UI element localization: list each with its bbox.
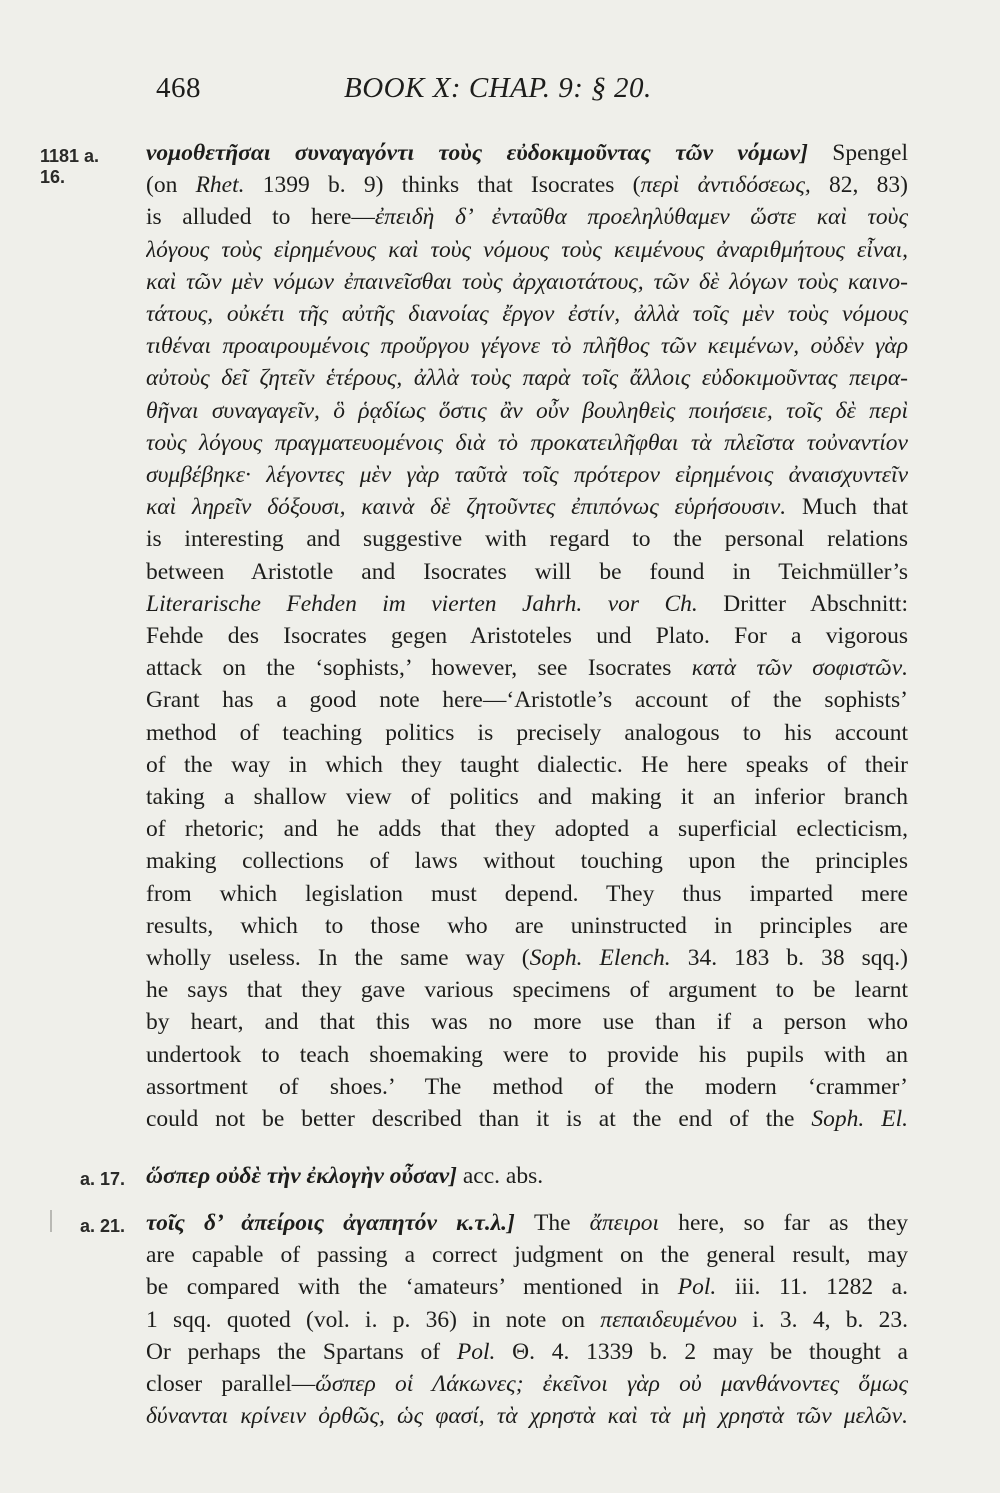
italic-title: Soph. Elench. xyxy=(529,945,671,971)
text-line xyxy=(146,655,908,689)
text-segment: results, which to those who are uninstructed in principles are xyxy=(146,912,908,939)
text-line xyxy=(146,1403,908,1437)
italic-title: Rhet. xyxy=(195,172,245,199)
text-line xyxy=(146,204,908,238)
text-line xyxy=(146,559,908,593)
greek-quotation: ἐπειδὴ δ’ ἐνταῦθα προεληλύθαμεν ὥστε καὶ τοὺς xyxy=(374,204,908,231)
text-segment: assortment of shoes.’ The method of the modern ‘crammer’ xyxy=(146,1073,908,1100)
text-segment: Grant has a good note here—‘Aristotle’s account of the sophists’ xyxy=(146,687,908,714)
text-segment: closer parallel— xyxy=(146,1371,316,1397)
text-segment: could not be better described than it is at the end of the xyxy=(146,1106,812,1132)
text-line xyxy=(146,687,908,721)
text-line xyxy=(146,945,908,979)
text-segment: 1399 b. 9) thinks that Isocrates ( xyxy=(244,172,641,199)
text-line xyxy=(146,462,908,496)
text-segment: between Aristotle and Isocrates will be found in Teichmüller’s xyxy=(146,558,908,585)
greek-quotation: πεπαιδευμένου xyxy=(600,1306,737,1333)
text-line xyxy=(146,1242,908,1276)
text-line xyxy=(146,1074,908,1108)
text-segment: is interesting and suggestive with regard to the personal relations xyxy=(146,526,908,553)
text-line xyxy=(146,977,908,1011)
italic-title: Literarische Fehden im vierten Jahrh. vor Ch. xyxy=(146,590,698,617)
lemma: ὥσπερ οὐδὲ τὴν ἐκλογὴν οὖσαν] xyxy=(146,1163,457,1189)
text-line xyxy=(146,365,908,399)
text-segment: Fehde des Isocrates gegen Aristoteles und Plato. For a vigorous xyxy=(146,623,908,649)
text-line xyxy=(146,623,908,657)
text-segment: of rhetoric; and he adds that they adopted a superficial eclecticism, xyxy=(146,816,908,843)
text-line xyxy=(146,237,908,271)
line-reference: a. 21. xyxy=(80,1216,126,1236)
text-line xyxy=(146,1042,908,1076)
text-segment: taking a shallow view of politics and making it an inferior branch xyxy=(146,784,908,810)
greek-quotation: τάτους, οὐκέτι τῆς αὐτῆς διανοίας ἔργον ἐστίν, ἀλλὰ τοῖς μὲν τοὺς νόμους xyxy=(146,301,908,327)
text-segment: here, so far as they xyxy=(659,1210,908,1236)
greek-quotation: κατὰ τῶν σοφιστῶν. xyxy=(691,655,908,682)
greek-quotation: λόγους τοὺς εἰρημένους καὶ τοὺς νόμους τοὺς κειμένους ἀναριθμήτους εἶναι, xyxy=(146,236,908,263)
running-title: BOOK X: CHAP. 9: § 20. xyxy=(344,72,652,104)
text-segment: wholly useless. In the same way ( xyxy=(146,945,530,971)
text-line xyxy=(146,913,908,947)
text-segment: The xyxy=(514,1210,590,1236)
text-line xyxy=(146,140,908,174)
margin-mark xyxy=(50,1210,52,1232)
text-segment: (on xyxy=(146,172,196,199)
text-line xyxy=(146,333,908,367)
text-segment: by heart, and that this was no more use than if a person who xyxy=(146,1009,908,1036)
text-line xyxy=(146,752,908,786)
text-line xyxy=(146,398,908,432)
text-line xyxy=(146,816,908,850)
lemma: νομοθετῆσαι συναγαγόντι τοὺς εὐδοκιμοῦντας τῶν νόμων] xyxy=(146,140,808,166)
greek-quotation: περὶ ἀντιδόσεως, xyxy=(640,172,811,199)
text-line xyxy=(146,591,908,625)
greek-quotation: δύνανται κρίνειν ὀρθῶς, ὡς φασί, τὰ χρηστὰ καὶ τὰ μὴ χρηστὰ τῶν μελῶν. xyxy=(146,1403,908,1430)
text-line xyxy=(146,172,908,206)
text-segment: 1 sqq. quoted (vol. i. p. 36) in note on xyxy=(146,1306,601,1333)
text-line xyxy=(146,881,908,915)
text-segment: from which legislation must depend. They thus imparted mere xyxy=(146,880,908,907)
text-line xyxy=(146,1307,908,1341)
running-header xyxy=(148,72,908,120)
text-segment: Much that xyxy=(786,494,908,521)
greek-quotation: τοὺς λόγους πραγματευομένοις διὰ τὸ προκατειλῆφθαι τὰ πλεῖστα τοὐναντίον xyxy=(146,429,908,456)
text-line xyxy=(146,494,908,528)
text-line xyxy=(146,1106,908,1140)
text-line xyxy=(146,720,908,754)
italic-title: Pol. xyxy=(677,1274,717,1301)
text-line xyxy=(146,784,908,818)
text-line xyxy=(146,301,908,335)
line-reference: a. 17. xyxy=(80,1169,126,1189)
greek-quotation: ἄπειροι xyxy=(589,1210,660,1236)
text-line xyxy=(146,1210,908,1244)
text-segment: attack on the ‘sophists,’ however, see Isocrates xyxy=(146,655,692,682)
text-line xyxy=(146,526,908,560)
text-segment: acc. abs. xyxy=(457,1163,544,1189)
text-segment: making collections of laws without touching upon the principles xyxy=(146,848,908,875)
text-segment: 34. 183 b. 38 sqq.) xyxy=(670,945,908,971)
page-number: 468 xyxy=(156,72,201,104)
greek-quotation: συμβέβηκε· λέγοντες μὲν γὰρ ταῦτὰ τοῖς πρότερον εἰρημένοις ἀναισχυντεῖν xyxy=(146,462,908,488)
text-segment: i. 3. 4, b. 23. xyxy=(736,1306,908,1333)
greek-quotation: θῆναι συναγαγεῖν, ὃ ῥᾳδίως ὅστις ἂν οὖν βουληθεὶς ποιήσειε, τοῖς δὲ περὶ xyxy=(146,397,908,424)
text-line xyxy=(146,1274,908,1308)
text-segment: 82, 83) xyxy=(810,172,908,199)
text-segment: he says that they gave various specimens of argument to be learnt xyxy=(146,977,908,1004)
text-segment: Spengel xyxy=(807,140,908,166)
text-segment: undertook to teach shoemaking were to provide his pupils with an xyxy=(146,1041,908,1068)
greek-quotation: ὥσπερ οἱ Λάκωνες; ἐκεῖνοι γὰρ οὐ μανθάνοντες ὅμως xyxy=(315,1371,908,1397)
text-segment: Or perhaps the Spartans of xyxy=(146,1338,457,1365)
text-segment: of the way in which they taught dialectic. He here speaks of their xyxy=(146,751,908,778)
greek-quotation: καὶ τῶν μὲν νόμων ἐπαινεῖσθαι τοὺς ἀρχαιοτάτους, τῶν δὲ λόγων τοὺς καινο- xyxy=(146,268,908,295)
text-segment: be compared with the ‘amateurs’ mentioned in xyxy=(146,1274,678,1301)
text-segment: method of teaching politics is precisely analogous to his account xyxy=(146,719,908,746)
text-segment: are capable of passing a correct judgment on the general result, may xyxy=(146,1242,908,1269)
greek-quotation: αὐτοὺς δεῖ ζητεῖν ἑτέρους, ἀλλὰ τοὺς παρὰ τοῖς ἄλλοις εὐδοκιμοῦντας πειρα- xyxy=(146,365,908,392)
italic-title: Pol. xyxy=(456,1338,496,1365)
text-segment: is alluded to here— xyxy=(146,204,375,231)
greek-quotation: καὶ ληρεῖν δόξουσι, καινὰ δὲ ζητοῦντες ἐπιπόνως εὑρήσουσιν. xyxy=(146,494,787,521)
italic-title: Soph. El. xyxy=(811,1106,908,1132)
text-segment: Θ. 4. 1339 b. 2 may be thought a xyxy=(495,1338,908,1365)
text-line xyxy=(146,269,908,303)
line-reference: 1181 a. 16. xyxy=(40,146,100,187)
greek-quotation: τιθέναι προαιρουμένοις προὔργου γέγονε τὸ πλῆθος τῶν κειμένων, οὐδὲν γὰρ xyxy=(146,333,908,360)
text-line xyxy=(146,1339,908,1373)
text-line xyxy=(146,1371,908,1405)
text-line xyxy=(146,430,908,464)
text-segment: iii. 11. 1282 a. xyxy=(716,1274,908,1301)
text-line xyxy=(146,1009,908,1043)
text-segment: Dritter Abschnitt: xyxy=(697,590,908,617)
text-line xyxy=(146,1163,908,1197)
lemma: τοῖς δ’ ἀπείροις ἀγαπητόν κ.τ.λ.] xyxy=(146,1210,515,1236)
text-line xyxy=(146,848,908,882)
